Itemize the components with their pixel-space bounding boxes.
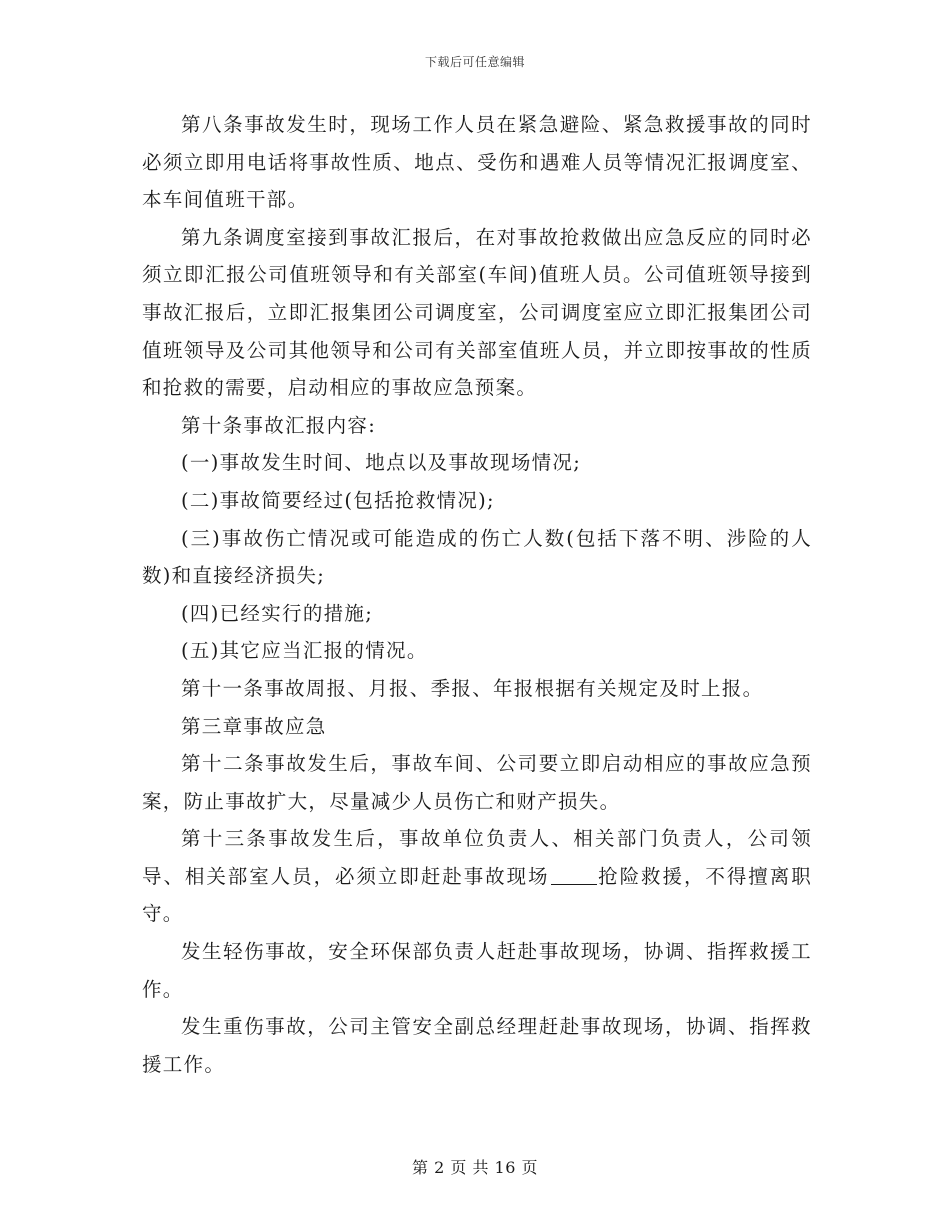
chapter-3-heading: 第三章事故应急 [181,714,327,738]
article-13-text-before: 第十三条事故发生后，事故单位负责人、相关部门负责人，公司领导、相关部室人员，必须立即赶赴事故现场 [142,827,812,888]
report-item-3: (三)事故伤亡情况或可能造成的伤亡人数(包括下落不明、涉险的人数)和直接经济损失; [142,526,812,588]
report-item-5: (五)其它应当汇报的情况。 [181,639,428,663]
article-13-text-after: 抢险救援，不得擅离职守。 [142,864,812,926]
report-item-1: (一)事故发生时间、地点以及事故现场情况; [181,451,582,475]
article-11-paragraph: 第十一条事故周报、月报、季报、年报根据有关规定及时上报。 [181,676,764,700]
article-9-paragraph: 第九条调度室接到事故汇报后，在对事故抢救做出应急反应的同时必须立即汇报公司值班领导和有关部室(车间)值班人员。公司值班领导接到事故汇报后，立即汇报集团公司调度室，公司调度室应立即汇报集团公司值班领导及公司其他领导和公司有关部室值班人员，并立即按事故的性质和抢救的需要，启动相应的事故应急预案。 [142,225,812,400]
page-header: 下载后可任意编辑 [424,55,525,69]
page-footer: 第 2 页 共 16 页 [412,1158,538,1177]
serious-injury-paragraph: 发生重伤事故，公司主管安全副总经理赶赴事故现场，协调、指挥救援工作。 [142,1015,812,1076]
article-10-paragraph: 第十条事故汇报内容: [181,413,377,437]
article-13-paragraph [142,820,812,933]
minor-injury-paragraph: 发生轻伤事故，安全环保部负责人赶赴事故现场，协调、指挥救援工作。 [142,940,812,1001]
article-12-paragraph: 第十二条事故发生后，事故车间、公司要立即启动相应的事故应急预案，防止事故扩大，尽量减少人员伤亡和财产损失。 [142,752,812,813]
report-item-2: (二)事故简要经过(包括抢救情况); [181,488,495,512]
document-body [142,106,812,1083]
article-8-paragraph: 第八条事故发生时，现场工作人员在紧急避险、紧急救援事故的同时必须立即用电话将事故性质、地点、受伤和遇难人员等情况汇报调度室、本车间值班干部。 [142,113,812,212]
report-item-4: (四)已经实行的措施; [181,601,374,625]
fill-in-blank [551,864,597,885]
